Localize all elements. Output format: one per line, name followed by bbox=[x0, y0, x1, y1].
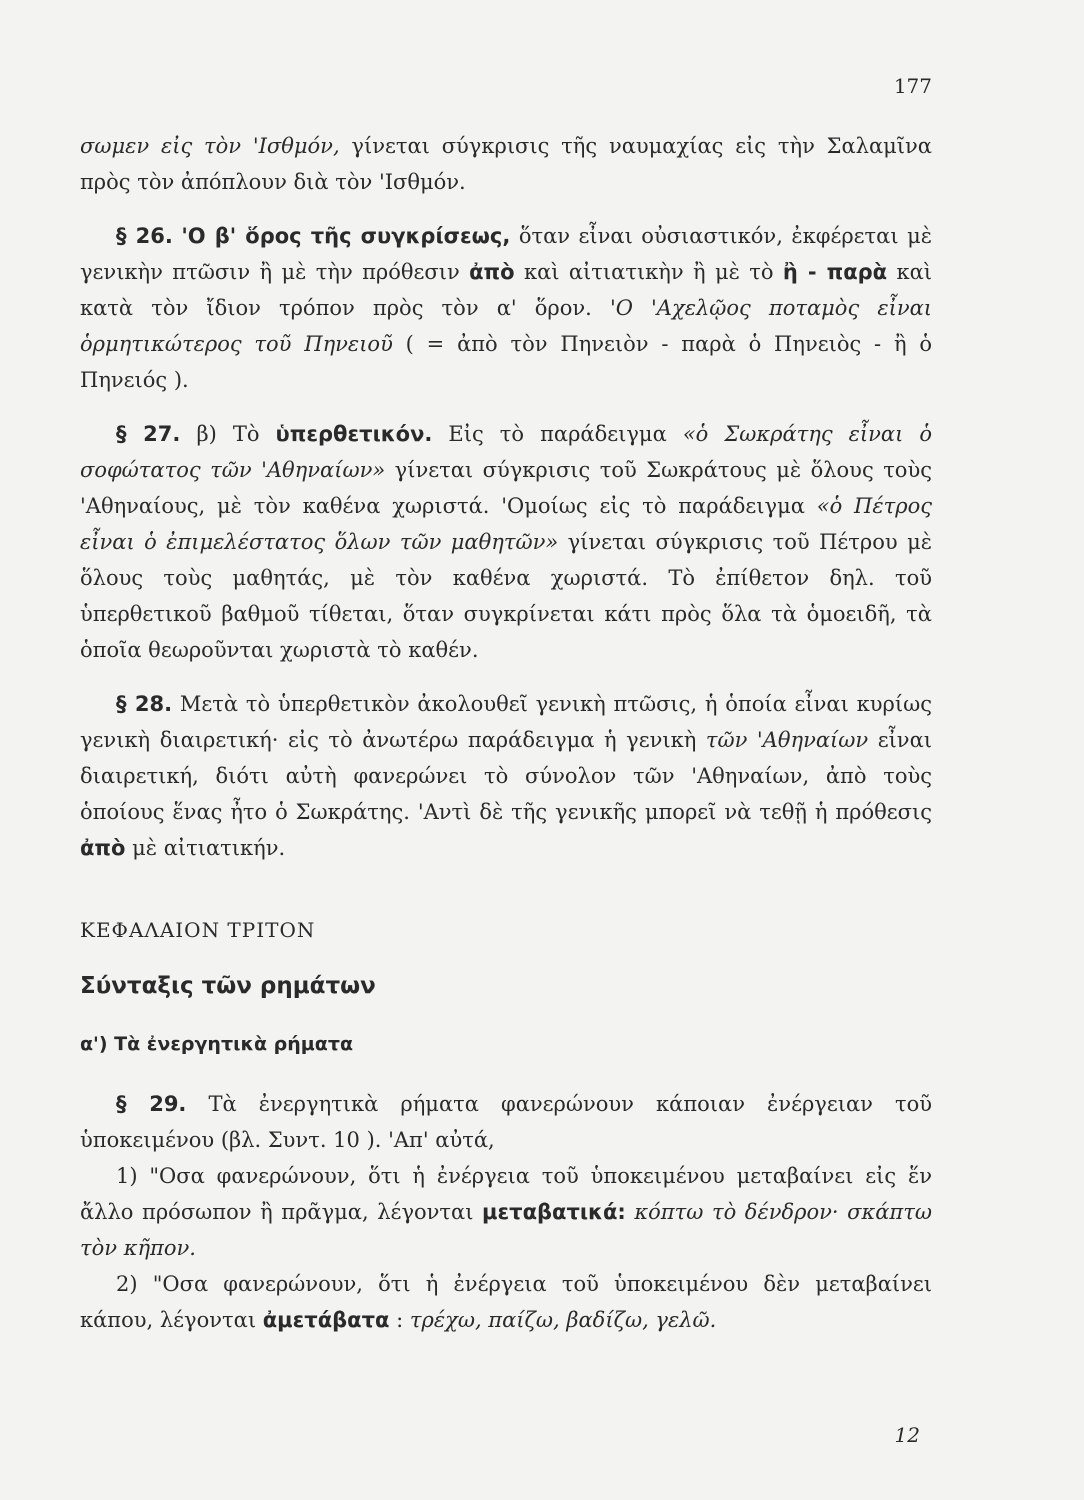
section-number: § 27. bbox=[116, 422, 181, 446]
page-footer-signature: 12 bbox=[894, 1423, 920, 1447]
bold-term: ἀμετάβατα bbox=[262, 1308, 390, 1332]
text: γίνεται σύγκρισις τοῦ Σωκράτους μὲ ὅλους τοὺς 'Αθηναίους, μὲ τὸν καθένα χωριστά. 'Ομοίως εἰς τὸ παράδειγμα bbox=[80, 458, 932, 518]
section-28 bbox=[80, 686, 932, 866]
chapter-subtitle: α') Τὰ ἐνεργητικὰ ρήματα bbox=[80, 1033, 353, 1055]
chapter-title: Σύνταξις τῶν ρημάτων bbox=[80, 973, 376, 999]
text: 1) "Οσα φανερώνουν, ὅτι ἡ ἐνέργεια τοῦ ὑποκειμένου μεταβαίνει εἰς ἕν ἄλλο πρόσωπον ἢ πρᾶγμα, λέγονται bbox=[80, 1164, 932, 1224]
section-number: § 26. bbox=[116, 224, 173, 248]
text: μὲ αἰτιατικήν. bbox=[125, 836, 286, 860]
text: Τὰ ἐνεργητικὰ ρήματα φανερώνουν κάποιαν ἐνέργειαν τοῦ ὑποκειμένου (βλ. Συντ. 10 ). 'Απ' αὐτά, bbox=[80, 1092, 933, 1152]
text: εἶναι διαιρετική, διότι αὐτὴ φανερώνει τὸ σύνολον τῶν 'Αθηναίων, ἀπὸ τοὺς ὁποίους ἕνας ἦτο ὁ Σωκράτης. 'Αντὶ δὲ τῆς γενικῆς μπορεῖ νὰ τεθῇ ἡ πρόθεσις bbox=[80, 728, 932, 824]
section-27 bbox=[80, 416, 932, 668]
text: καὶ αἰτιατικὴν ἢ μὲ τὸ bbox=[514, 260, 783, 284]
example-text: «ὁ Σωκράτης εἶναι ὁ σοφώτατος τῶν 'Αθηναίων» bbox=[80, 422, 933, 482]
chapter-label: ΚΕΦΑΛΑΙΟΝ ΤΡΙΤΟΝ bbox=[80, 918, 316, 942]
text: καὶ κατὰ τὸν ἴδιον τρόπον πρὸς τὸν α' ὅρον. bbox=[80, 260, 933, 320]
text: : bbox=[389, 1308, 410, 1332]
bold-term: ἀπὸ bbox=[80, 836, 126, 860]
paragraph-continuation bbox=[80, 128, 932, 200]
example-text: τρέχω, παίζω, βαδίζω, γελῶ. bbox=[409, 1308, 717, 1332]
text: β) Τὸ bbox=[180, 422, 276, 446]
italic-text: σωμεν εἰς τὸν 'Ισθμόν, bbox=[80, 134, 340, 158]
section-number: § 29. bbox=[116, 1092, 187, 1116]
section-heading: 'Ο β' ὅρος τῆς συγκρίσεως, bbox=[181, 224, 511, 248]
section-number: § 28. bbox=[116, 692, 173, 716]
text: Εἰς τὸ παράδειγμα bbox=[432, 422, 683, 446]
page-number: 177 bbox=[893, 74, 932, 98]
example-text: 'Ο 'Αχελῷος ποταμὸς εἶναι ὁρμητικώτερος τοῦ Πηνειοῦ bbox=[80, 296, 932, 356]
example-text: κόπτω τὸ δένδρον· σκάπτω τὸν κῆπον. bbox=[80, 1200, 932, 1260]
text: 2) "Οσα φανερώνουν, ὅτι ἡ ἐνέργεια τοῦ ὑποκειμένου δὲν μεταβαίνει κάπου, λέγονται bbox=[80, 1272, 932, 1332]
list-item-1 bbox=[80, 1158, 932, 1266]
bold-term: ἢ - παρὰ bbox=[782, 260, 888, 284]
bold-term: μεταβατικά: bbox=[482, 1200, 626, 1224]
section-26 bbox=[80, 218, 932, 398]
example-text: τῶν 'Αθηναίων bbox=[705, 728, 869, 752]
section-29 bbox=[80, 1086, 932, 1158]
example-text: «ὁ Πέτρος εἶναι ὁ ἐπιμελέστατος ὅλων τῶν μαθητῶν» bbox=[80, 494, 932, 554]
text: ὅταν εἶναι οὐσιαστικόν, ἐκφέρεται μὲ γενικὴν πτῶσιν ἢ μὲ τὴν πρόθεσιν bbox=[80, 224, 932, 284]
section-heading: ὑπερθετικόν. bbox=[275, 422, 433, 446]
text: ( = ἀπὸ τὸν Πηνειὸν - παρὰ ὁ Πηνειὸς - ἢ ὁ Πηνειός ). bbox=[80, 332, 932, 392]
text: γίνεται σύγκρισις τοῦ Πέτρου μὲ ὅλους τοὺς μαθητάς, μὲ τὸν καθένα χωριστά. Τὸ ἐπίθετον δηλ. τοῦ ὑπερθετικοῦ βαθμοῦ τίθεται, ὅταν συγκρίνεται κάτι πρὸς ὅλα τὰ ὁμοειδῆ, τὰ ὁποῖα θεωροῦνται χωριστὰ τὸ καθέν. bbox=[80, 530, 932, 662]
bold-term: ἀπὸ bbox=[469, 260, 515, 284]
text: Μετὰ τὸ ὑπερθετικὸν ἀκολουθεῖ γενικὴ πτῶσις, ἡ ὁποία εἶναι κυρίως γενικὴ διαιρετική· εἰς τὸ ἀνωτέρω παράδειγμα ἡ γενικὴ bbox=[80, 692, 932, 752]
body-text bbox=[80, 128, 932, 1338]
list-item-2 bbox=[80, 1266, 932, 1338]
text: γίνεται σύγκρισις τῆς ναυμαχίας εἰς τὴν Σαλαμῖνα πρὸς τὸν ἀπόπλουν διὰ τὸν 'Ισθμόν. bbox=[80, 134, 932, 194]
